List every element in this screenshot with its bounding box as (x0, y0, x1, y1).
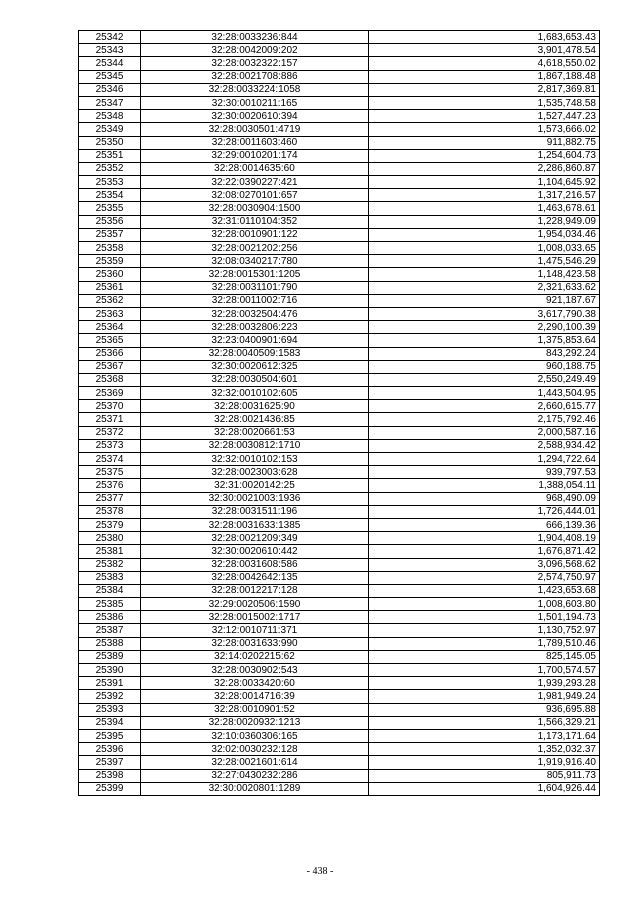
value-amount-cell: 1,981,949.24 (369, 690, 600, 703)
row-number-cell: 25359 (79, 255, 141, 268)
cadastral-number-cell: 32:30:0020801:1289 (141, 782, 369, 795)
cadastral-number-cell: 32:28:0023003:628 (141, 466, 369, 479)
table-row (79, 83, 600, 96)
value-amount-cell: 3,901,478.54 (369, 44, 600, 57)
row-number-cell: 25374 (79, 453, 141, 466)
cadastral-number-cell: 32:28:0015002:1717 (141, 611, 369, 624)
row-number-cell: 25346 (79, 83, 141, 96)
table-row (79, 518, 600, 531)
table-row (79, 584, 600, 597)
cadastral-number-cell: 32:28:0030812:1710 (141, 439, 369, 452)
table-row (79, 268, 600, 281)
table-row (79, 242, 600, 255)
cadastral-number-cell: 32:28:0021436:85 (141, 413, 369, 426)
row-number-cell: 25361 (79, 281, 141, 294)
value-amount-cell: 1,919,916.40 (369, 756, 600, 769)
table-row (79, 360, 600, 373)
table-row (79, 426, 600, 439)
cadastral-number-cell: 32:28:0021601:614 (141, 756, 369, 769)
cadastral-number-cell: 32:30:0020610:394 (141, 110, 369, 123)
table-row (79, 202, 600, 215)
table-row (79, 96, 600, 109)
value-amount-cell: 2,000,587.16 (369, 426, 600, 439)
value-amount-cell: 1,352,032.37 (369, 743, 600, 756)
cadastral-number-cell: 32:12:0010711:371 (141, 624, 369, 637)
row-number-cell: 25381 (79, 545, 141, 558)
row-number-cell: 25384 (79, 584, 141, 597)
row-number-cell: 25394 (79, 716, 141, 729)
value-amount-cell: 911,882.75 (369, 136, 600, 149)
value-amount-cell: 1,676,871.42 (369, 545, 600, 558)
row-number-cell: 25379 (79, 518, 141, 531)
cadastral-number-cell: 32:32:0010102:153 (141, 453, 369, 466)
value-amount-cell: 1,443,504.95 (369, 387, 600, 400)
value-amount-cell: 2,286,860.87 (369, 162, 600, 175)
table-row (79, 479, 600, 492)
cadastral-number-cell: 32:28:0031608:586 (141, 558, 369, 571)
row-number-cell: 25355 (79, 202, 141, 215)
row-number-cell: 25351 (79, 149, 141, 162)
cadastral-number-cell: 32:30:0010211:165 (141, 96, 369, 109)
table-row (79, 650, 600, 663)
table-row (79, 400, 600, 413)
table-row (79, 281, 600, 294)
table-row (79, 637, 600, 650)
row-number-cell: 25368 (79, 373, 141, 386)
value-amount-cell: 1,317,216.57 (369, 189, 600, 202)
value-amount-cell: 1,423,653.68 (369, 584, 600, 597)
row-number-cell: 25399 (79, 782, 141, 795)
table-row (79, 136, 600, 149)
row-number-cell: 25367 (79, 360, 141, 373)
cadastral-number-cell: 32:28:0010901:52 (141, 703, 369, 716)
row-number-cell: 25376 (79, 479, 141, 492)
row-number-cell: 25377 (79, 492, 141, 505)
row-number-cell: 25345 (79, 70, 141, 83)
value-amount-cell: 3,096,568.62 (369, 558, 600, 571)
value-amount-cell: 1,254,604.73 (369, 149, 600, 162)
value-amount-cell: 1,573,666.02 (369, 123, 600, 136)
row-number-cell: 25370 (79, 400, 141, 413)
value-amount-cell: 805,911.73 (369, 769, 600, 782)
cadastral-number-cell: 32:22:0390227:421 (141, 176, 369, 189)
value-amount-cell: 1,173,171.64 (369, 729, 600, 742)
table-row (79, 57, 600, 70)
table-row (79, 176, 600, 189)
table-row (79, 558, 600, 571)
row-number-cell: 25364 (79, 321, 141, 334)
table-row (79, 307, 600, 320)
table-row (79, 690, 600, 703)
cadastral-number-cell: 32:28:0033236:844 (141, 31, 369, 44)
value-amount-cell: 921,187.67 (369, 294, 600, 307)
cadastral-number-cell: 32:30:0021003:1936 (141, 492, 369, 505)
value-amount-cell: 1,604,926.44 (369, 782, 600, 795)
cadastral-number-cell: 32:28:0040509:1583 (141, 347, 369, 360)
row-number-cell: 25362 (79, 294, 141, 307)
value-amount-cell: 1,566,329.21 (369, 716, 600, 729)
value-amount-cell: 939,797.53 (369, 466, 600, 479)
row-number-cell: 25382 (79, 558, 141, 571)
cadastral-number-cell: 32:30:0020612:325 (141, 360, 369, 373)
cadastral-number-cell: 32:31:0110104:352 (141, 215, 369, 228)
table-row (79, 347, 600, 360)
value-amount-cell: 2,550,249.49 (369, 373, 600, 386)
cadastral-number-cell: 32:28:0032806:223 (141, 321, 369, 334)
cadastral-number-cell: 32:27:0430232:286 (141, 769, 369, 782)
cadastral-number-cell: 32:28:0031101:790 (141, 281, 369, 294)
row-number-cell: 25347 (79, 96, 141, 109)
table-row (79, 743, 600, 756)
table-row (79, 571, 600, 584)
cadastral-number-cell: 32:32:0010102:605 (141, 387, 369, 400)
value-amount-cell: 3,617,790.38 (369, 307, 600, 320)
cadastral-number-cell: 32:30:0020610:442 (141, 545, 369, 558)
row-number-cell: 25372 (79, 426, 141, 439)
row-number-cell: 25350 (79, 136, 141, 149)
cadastral-number-cell: 32:28:0020661:53 (141, 426, 369, 439)
row-number-cell: 25383 (79, 571, 141, 584)
row-number-cell: 25356 (79, 215, 141, 228)
table-row (79, 44, 600, 57)
cadastral-number-cell: 32:10:0360306:165 (141, 729, 369, 742)
table-row (79, 716, 600, 729)
row-number-cell: 25387 (79, 624, 141, 637)
table-row (79, 110, 600, 123)
value-amount-cell: 666,139.36 (369, 518, 600, 531)
row-number-cell: 25366 (79, 347, 141, 360)
row-number-cell: 25343 (79, 44, 141, 57)
row-number-cell: 25389 (79, 650, 141, 663)
row-number-cell: 25348 (79, 110, 141, 123)
table-row (79, 598, 600, 611)
row-number-cell: 25373 (79, 439, 141, 452)
cadastral-number-cell: 32:28:0021202:256 (141, 242, 369, 255)
row-number-cell: 25363 (79, 307, 141, 320)
value-amount-cell: 1,463,678.61 (369, 202, 600, 215)
cadastral-number-cell: 32:08:0340217:780 (141, 255, 369, 268)
row-number-cell: 25371 (79, 413, 141, 426)
value-amount-cell: 1,939,293.28 (369, 677, 600, 690)
cadastral-number-cell: 32:28:0033224:1058 (141, 83, 369, 96)
table-row (79, 413, 600, 426)
value-amount-cell: 825,145.05 (369, 650, 600, 663)
cadastral-number-cell: 32:31:0020142:25 (141, 479, 369, 492)
table-row (79, 149, 600, 162)
cadastral-number-cell: 32:28:0015301:1205 (141, 268, 369, 281)
value-amount-cell: 1,700,574.57 (369, 664, 600, 677)
value-amount-cell: 960,188.75 (369, 360, 600, 373)
cadastral-number-cell: 32:29:0010201:174 (141, 149, 369, 162)
value-amount-cell: 2,321,633.62 (369, 281, 600, 294)
table-row (79, 215, 600, 228)
row-number-cell: 25344 (79, 57, 141, 70)
row-number-cell: 25393 (79, 703, 141, 716)
cadastral-number-cell: 32:28:0010901:122 (141, 228, 369, 241)
table-row (79, 677, 600, 690)
row-number-cell: 25354 (79, 189, 141, 202)
table-row (79, 70, 600, 83)
value-amount-cell: 4,618,550.02 (369, 57, 600, 70)
cadastral-number-cell: 32:28:0033420:60 (141, 677, 369, 690)
register-sheet (78, 30, 599, 796)
row-number-cell: 25388 (79, 637, 141, 650)
value-amount-cell: 1,475,546.29 (369, 255, 600, 268)
cadastral-number-cell: 32:28:0042009:202 (141, 44, 369, 57)
value-amount-cell: 1,008,033.65 (369, 242, 600, 255)
row-number-cell: 25390 (79, 664, 141, 677)
table-row (79, 729, 600, 742)
cadastral-number-cell: 32:28:0020932:1213 (141, 716, 369, 729)
cadastral-number-cell: 32:29:0020506:1590 (141, 598, 369, 611)
table-row (79, 334, 600, 347)
table-row (79, 373, 600, 386)
table-body (79, 31, 600, 796)
row-number-cell: 25397 (79, 756, 141, 769)
value-amount-cell: 1,904,408.19 (369, 532, 600, 545)
page-number: - 438 - (306, 866, 334, 877)
cadastral-number-cell: 32:28:0014635:60 (141, 162, 369, 175)
value-amount-cell: 2,588,934.42 (369, 439, 600, 452)
table-row (79, 703, 600, 716)
value-amount-cell: 1,008,603.80 (369, 598, 600, 611)
cadastral-number-cell: 32:28:0021209:349 (141, 532, 369, 545)
row-number-cell: 25357 (79, 228, 141, 241)
cadastral-number-cell: 32:28:0011002:716 (141, 294, 369, 307)
row-number-cell: 25396 (79, 743, 141, 756)
table-row (79, 782, 600, 795)
row-number-cell: 25369 (79, 387, 141, 400)
value-amount-cell: 2,817,369.81 (369, 83, 600, 96)
row-number-cell: 25365 (79, 334, 141, 347)
row-number-cell: 25398 (79, 769, 141, 782)
cadastral-number-cell: 32:28:0030504:601 (141, 373, 369, 386)
value-amount-cell: 843,292.24 (369, 347, 600, 360)
cadastral-number-cell: 32:08:0270101:657 (141, 189, 369, 202)
table-row (79, 453, 600, 466)
row-number-cell: 25353 (79, 176, 141, 189)
cadastral-number-cell: 32:23:0400901:694 (141, 334, 369, 347)
value-amount-cell: 1,228,949.09 (369, 215, 600, 228)
row-number-cell: 25395 (79, 729, 141, 742)
value-amount-cell: 1,130,752.97 (369, 624, 600, 637)
value-amount-cell: 2,290,100.39 (369, 321, 600, 334)
value-amount-cell: 1,535,748.58 (369, 96, 600, 109)
cadastral-number-cell: 32:28:0011603:460 (141, 136, 369, 149)
table-row (79, 228, 600, 241)
value-amount-cell: 1,527,447.23 (369, 110, 600, 123)
value-amount-cell: 1,954,034.46 (369, 228, 600, 241)
row-number-cell: 25375 (79, 466, 141, 479)
value-amount-cell: 1,726,444.01 (369, 505, 600, 518)
value-amount-cell: 2,574,750.97 (369, 571, 600, 584)
cadastral-number-cell: 32:28:0014716:39 (141, 690, 369, 703)
table-row (79, 611, 600, 624)
value-amount-cell: 2,175,792.46 (369, 413, 600, 426)
row-number-cell: 25392 (79, 690, 141, 703)
value-amount-cell: 1,375,853.64 (369, 334, 600, 347)
table-row (79, 532, 600, 545)
value-amount-cell: 1,867,188.48 (369, 70, 600, 83)
row-number-cell: 25386 (79, 611, 141, 624)
table-row (79, 769, 600, 782)
cadastral-number-cell: 32:28:0031625:90 (141, 400, 369, 413)
cadastral-number-cell: 32:28:0031633:990 (141, 637, 369, 650)
cadastral-number-cell: 32:14:0202215:62 (141, 650, 369, 663)
cadastral-number-cell: 32:28:0031511:196 (141, 505, 369, 518)
table-row (79, 505, 600, 518)
table-row (79, 624, 600, 637)
table-row (79, 31, 600, 44)
row-number-cell: 25378 (79, 505, 141, 518)
cadastral-number-cell: 32:28:0021708:886 (141, 70, 369, 83)
table-row (79, 294, 600, 307)
row-number-cell: 25342 (79, 31, 141, 44)
row-number-cell: 25391 (79, 677, 141, 690)
table-row (79, 492, 600, 505)
cadastral-number-cell: 32:28:0032504:476 (141, 307, 369, 320)
value-amount-cell: 1,294,722.64 (369, 453, 600, 466)
cadastral-number-cell: 32:28:0030904:1500 (141, 202, 369, 215)
table-row (79, 387, 600, 400)
value-amount-cell: 1,104,645.92 (369, 176, 600, 189)
value-amount-cell: 1,388,054.11 (369, 479, 600, 492)
row-number-cell: 25385 (79, 598, 141, 611)
cadastral-number-cell: 32:28:0031633:1385 (141, 518, 369, 531)
table-row (79, 255, 600, 268)
row-number-cell: 25358 (79, 242, 141, 255)
row-number-cell: 25349 (79, 123, 141, 136)
value-amount-cell: 1,683,653.43 (369, 31, 600, 44)
table-row (79, 123, 600, 136)
table-row (79, 664, 600, 677)
row-number-cell: 25380 (79, 532, 141, 545)
value-amount-cell: 968,490.09 (369, 492, 600, 505)
table-row (79, 545, 600, 558)
table-row (79, 756, 600, 769)
value-amount-cell: 1,789,510.46 (369, 637, 600, 650)
cadastral-number-cell: 32:02:0030232:128 (141, 743, 369, 756)
value-amount-cell: 1,501,194.73 (369, 611, 600, 624)
cadastral-number-cell: 32:28:0012217:128 (141, 584, 369, 597)
value-amount-cell: 1,148,423.58 (369, 268, 600, 281)
row-number-cell: 25360 (79, 268, 141, 281)
cadastral-number-cell: 32:28:0030501:4719 (141, 123, 369, 136)
table-row (79, 321, 600, 334)
value-amount-cell: 936,695.88 (369, 703, 600, 716)
table-row (79, 162, 600, 175)
value-amount-cell: 2,660,615.77 (369, 400, 600, 413)
table-row (79, 189, 600, 202)
cadastral-value-table (78, 30, 600, 796)
cadastral-number-cell: 32:28:0030902:543 (141, 664, 369, 677)
row-number-cell: 25352 (79, 162, 141, 175)
cadastral-number-cell: 32:28:0032322:157 (141, 57, 369, 70)
table-row (79, 466, 600, 479)
cadastral-number-cell: 32:28:0042642:135 (141, 571, 369, 584)
table-row (79, 439, 600, 452)
